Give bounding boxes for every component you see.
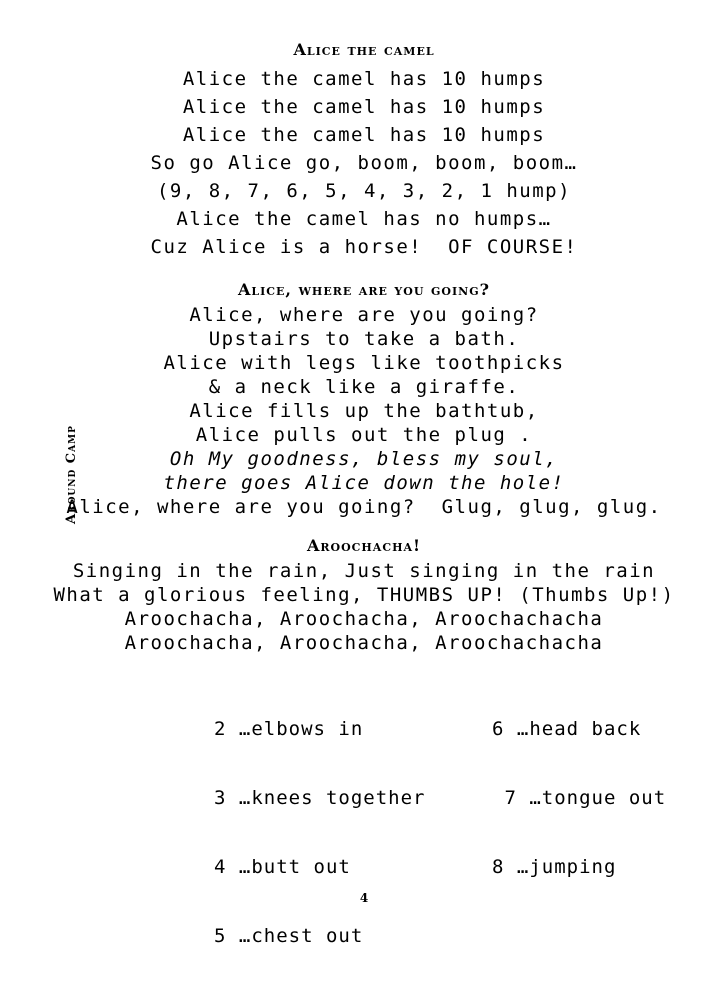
lyric-line: Alice pulls out the plug . bbox=[195, 424, 533, 446]
song-title-alice-camel: Alice the camel bbox=[293, 40, 435, 59]
side-label: Around Camp bbox=[64, 425, 79, 524]
lyric-line: Aroochacha, Aroochacha, Aroochachacha bbox=[124, 632, 604, 654]
lyric-line: Oh My goodness, bless my soul, bbox=[169, 448, 559, 470]
lyric-line: Upstairs to take a bath. bbox=[208, 328, 520, 350]
lyric-line: Alice with legs like toothpicks bbox=[163, 352, 565, 374]
action-item: 2 …elbows in bbox=[214, 718, 364, 740]
lyric-line: Aroochacha, Aroochacha, Aroochachacha bbox=[124, 608, 604, 630]
action-item: 4 …butt out bbox=[214, 856, 351, 878]
action-item: 8 …jumping bbox=[492, 856, 617, 878]
lyric-line: Alice the camel has 10 humps bbox=[182, 68, 546, 90]
lyric-line: Alice the camel has 10 humps bbox=[182, 96, 546, 118]
lyric-line: Alice, where are you going? Glug, glug, glug. bbox=[66, 496, 662, 518]
actions-left-column bbox=[214, 673, 425, 993]
lyric-line: there goes Alice down the hole! bbox=[163, 472, 565, 494]
lyric-line: Alice the camel has no humps… bbox=[176, 208, 552, 230]
lyric-line: Cuz Alice is a horse! OF COURSE! bbox=[150, 236, 578, 258]
lyric-line: Singing in the rain, Just singing in the rain bbox=[72, 560, 656, 582]
lyric-line: & a neck like a giraffe. bbox=[208, 376, 520, 398]
action-item: 5 …chest out bbox=[214, 925, 364, 947]
action-item: 3 …knees together bbox=[214, 787, 426, 809]
lyric-line: Alice fills up the bathtub, bbox=[189, 400, 539, 422]
lyric-line: What a glorious feeling, THUMBS UP! (Thumbs Up!) bbox=[53, 584, 675, 606]
actions-right-column bbox=[492, 673, 666, 924]
lyric-line: (9, 8, 7, 6, 5, 4, 3, 2, 1 hump) bbox=[156, 180, 572, 202]
lyric-line: Alice the camel has 10 humps bbox=[182, 124, 546, 146]
lyric-line: Alice, where are you going? bbox=[189, 304, 539, 326]
lyric-line: So go Alice go, boom, boom, boom… bbox=[150, 152, 578, 174]
song-title-alice-going: Alice, where are you going? bbox=[238, 280, 490, 299]
action-item: 6 …head back bbox=[492, 718, 642, 740]
action-item: 7 …tongue out bbox=[492, 787, 667, 809]
page-number: 4 bbox=[359, 891, 369, 905]
song-title-aroochacha: Aroochacha! bbox=[306, 536, 422, 555]
